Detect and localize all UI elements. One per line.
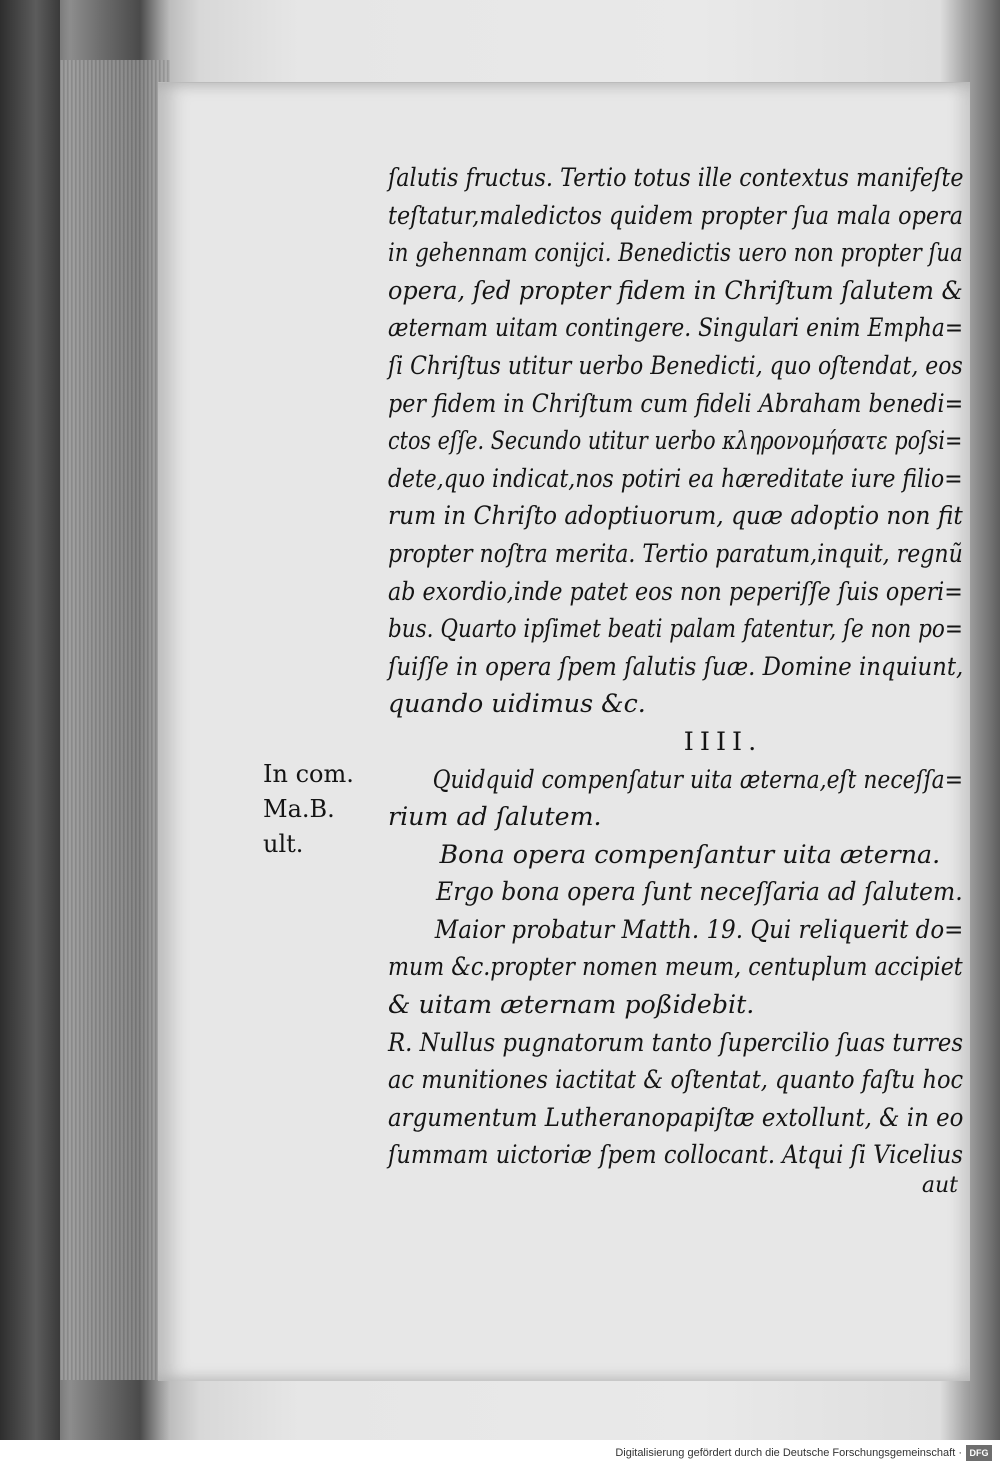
text-line: in gehennam conijci. Benedictis uero non propter ſua: [388, 238, 963, 269]
text-line: R. Nullus pugnatorum tanto ſupercilio ſuas turres: [388, 1027, 964, 1058]
book-spine: [0, 0, 60, 1440]
text-line: Maior probatur Matth. 19. Qui reliquerit do=: [434, 914, 964, 945]
section-heading: IIII.: [683, 726, 763, 757]
facing-page-edge: [970, 0, 1000, 1440]
text-line: ac munitiones iactitat & oſtentat, quanto faſtu hoc: [388, 1065, 964, 1096]
margin-note-line: ult.: [263, 830, 304, 858]
margin-note-line: Ma.B.: [263, 795, 335, 823]
text-line: propter noſtra merita. Tertio paratum,inquit, regnũ: [388, 538, 963, 569]
funding-notice: Digitalisierung gefördert durch die Deutsche Forschungsgemeinschaft ·: [615, 1447, 962, 1459]
page-edges: [60, 60, 170, 1380]
text-line: ſi Chriſtus utitur uerbo Benedicti, quo oſtendat, eos: [388, 350, 963, 381]
text-line: per fidem in Chriſtum cum fideli Abraham benedi=: [388, 388, 964, 419]
footer-bar: [0, 1440, 1000, 1468]
text-line: Bona opera compenſantur uita æterna.: [439, 839, 941, 870]
text-line: opera, ſed propter fidem in Chriſtum ſalutem &: [388, 275, 963, 306]
text-line: æternam uitam contingere. Singulari enim Empha=: [388, 313, 964, 344]
text-line: ſummam uictoriæ ſpem collocant. Atqui ſi Vicelius: [388, 1140, 963, 1171]
text-line: argumentum Lutheranopapiſtæ extollunt, & in eo: [388, 1102, 964, 1133]
text-line: teſtatur,maledictos quidem propter ſua mala opera: [388, 200, 964, 231]
page-body-text: [388, 160, 968, 1205]
text-line: ctos eſſe. Secundo utitur uerbo κληρονομήσατε poſsi=: [388, 426, 963, 457]
text-line: ſuiſſe in opera ſpem ſalutis ſuæ. Domine inquiunt,: [388, 651, 964, 682]
text-line: rium ad ſalutem.: [388, 802, 602, 833]
text-line: Quidquid compenſatur uita æterna,eſt neceſſa=: [432, 764, 964, 795]
text-line: ſalutis fructus. Tertio totus ille contextus manifeſte: [388, 163, 964, 193]
catchword: aut: [921, 1173, 958, 1199]
text-line: & uitam æternam poßidebit.: [388, 990, 755, 1021]
text-line: bus. Quarto ipſimet beati palam fatentur, ſe non po=: [388, 614, 963, 645]
text-line: dete,quo indicat,nos potiri ea hæreditate iure filio=: [388, 463, 963, 494]
text-line: ab exordio,inde patet eos non peperiſſe ſuis operi=: [388, 576, 963, 607]
text-line: Ergo bona opera ſunt neceſſaria ad ſalutem.: [436, 877, 963, 908]
text-line: quando uidimus &c.: [388, 689, 646, 720]
text-line: rum in Chriſto adoptiuorum, quæ adoptio non fit: [388, 501, 963, 532]
dfg-logo-icon: DFG: [966, 1445, 992, 1461]
margin-note-line: In com.: [263, 760, 354, 788]
margin-note: [263, 757, 354, 862]
text-line: mum &c.propter nomen meum, centuplum accipiet: [388, 952, 963, 983]
